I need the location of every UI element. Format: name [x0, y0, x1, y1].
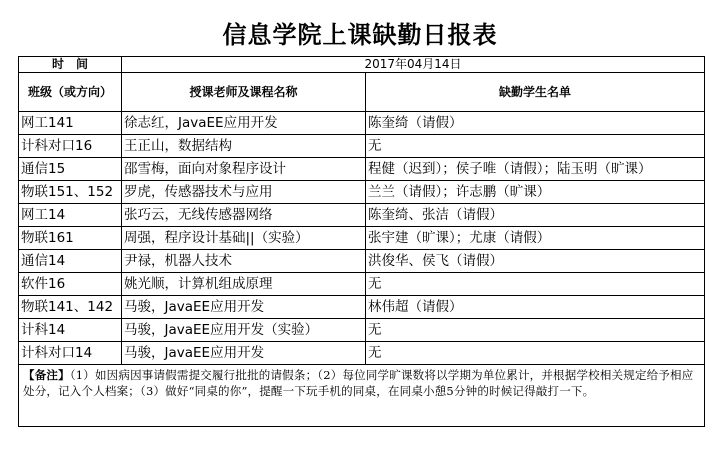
cell-teacher-course: 姚光顺，计算机组成原理: [122, 273, 366, 296]
cell-class: 计科对口14: [19, 342, 122, 365]
cell-absent: 无: [366, 319, 705, 342]
attendance-table: [18, 56, 705, 427]
table-row: [19, 250, 705, 273]
cell-class: 网工141: [19, 112, 122, 135]
cell-class: 物联151、152: [19, 181, 122, 204]
table-row: [19, 135, 705, 158]
cell-absent: 林伟超（请假）: [366, 296, 705, 319]
cell-absent: 无: [366, 273, 705, 296]
cell-class: 通信14: [19, 250, 122, 273]
notes-text: （1）如因病因事请假需提交履行批批的请假条；（2）每位同学旷课数将以学期为单位累计，并根据学校相关规定给予相应处分，记入个人档案；（3）做好“同桌的你”，提醒一下玩手机的同桌，在同桌小憩5分钟的时候记得敲打一下。: [23, 368, 694, 398]
header-class: 班级（或方向）: [19, 73, 122, 112]
cell-teacher-course: 马骏，JavaEE应用开发: [122, 342, 366, 365]
cell-absent: 程健（迟到）；侯子唯（请假）；陆玉明（旷课）: [366, 158, 705, 181]
cell-class: 软件16: [19, 273, 122, 296]
cell-class: 物联161: [19, 227, 122, 250]
cell-absent: 张宇建（旷课）；尤康（请假）: [366, 227, 705, 250]
table-row: [19, 181, 705, 204]
table-row: [19, 273, 705, 296]
table-row: [19, 227, 705, 250]
page-title: 信息学院上课缺勤日报表: [222, 20, 498, 49]
cell-teacher-course: 张巧云，无线传感器网络: [122, 204, 366, 227]
date-row: [19, 57, 705, 73]
cell-absent: 陈奎绮、张洁（请假）: [366, 204, 705, 227]
cell-class: 通信15: [19, 158, 122, 181]
cell-teacher-course: 王正山，数据结构: [122, 135, 366, 158]
date-label: 时 间: [19, 57, 122, 73]
cell-teacher-course: 周强，程序设计基础||（实验）: [122, 227, 366, 250]
table-row: [19, 296, 705, 319]
cell-teacher-course: 尹禄，机器人技术: [122, 250, 366, 273]
cell-class: 计科14: [19, 319, 122, 342]
notes-cell: [19, 365, 705, 427]
cell-class: 计科对口16: [19, 135, 122, 158]
cell-absent: 无: [366, 342, 705, 365]
cell-class: 网工14: [19, 204, 122, 227]
cell-class: 物联141、142: [19, 296, 122, 319]
cell-absent: 兰兰（请假）；许志鹏（旷课）: [366, 181, 705, 204]
cell-absent: 陈奎绮（请假）: [366, 112, 705, 135]
cell-teacher-course: 罗虎，传感器技术与应用: [122, 181, 366, 204]
header-teacher-course: 授课老师及课程名称: [122, 73, 366, 112]
cell-teacher-course: 马骏，JavaEE应用开发（实验）: [122, 319, 366, 342]
cell-teacher-course: 马骏，JavaEE应用开发: [122, 296, 366, 319]
header-absent: 缺勤学生名单: [366, 73, 705, 112]
notes-label: 【备注】: [23, 368, 70, 382]
table-row: [19, 112, 705, 135]
notes-row: [19, 365, 705, 427]
table-row: [19, 342, 705, 365]
cell-absent: 无: [366, 135, 705, 158]
cell-teacher-course: 徐志红，JavaEE应用开发: [122, 112, 366, 135]
table-row: [19, 319, 705, 342]
cell-absent: 洪俊华、侯飞（请假）: [366, 250, 705, 273]
table-row: [19, 158, 705, 181]
table-row: [19, 204, 705, 227]
cell-teacher-course: 邵雪梅，面向对象程序设计: [122, 158, 366, 181]
date-value: 2017年04月14日: [122, 57, 705, 73]
header-row: [19, 73, 705, 112]
